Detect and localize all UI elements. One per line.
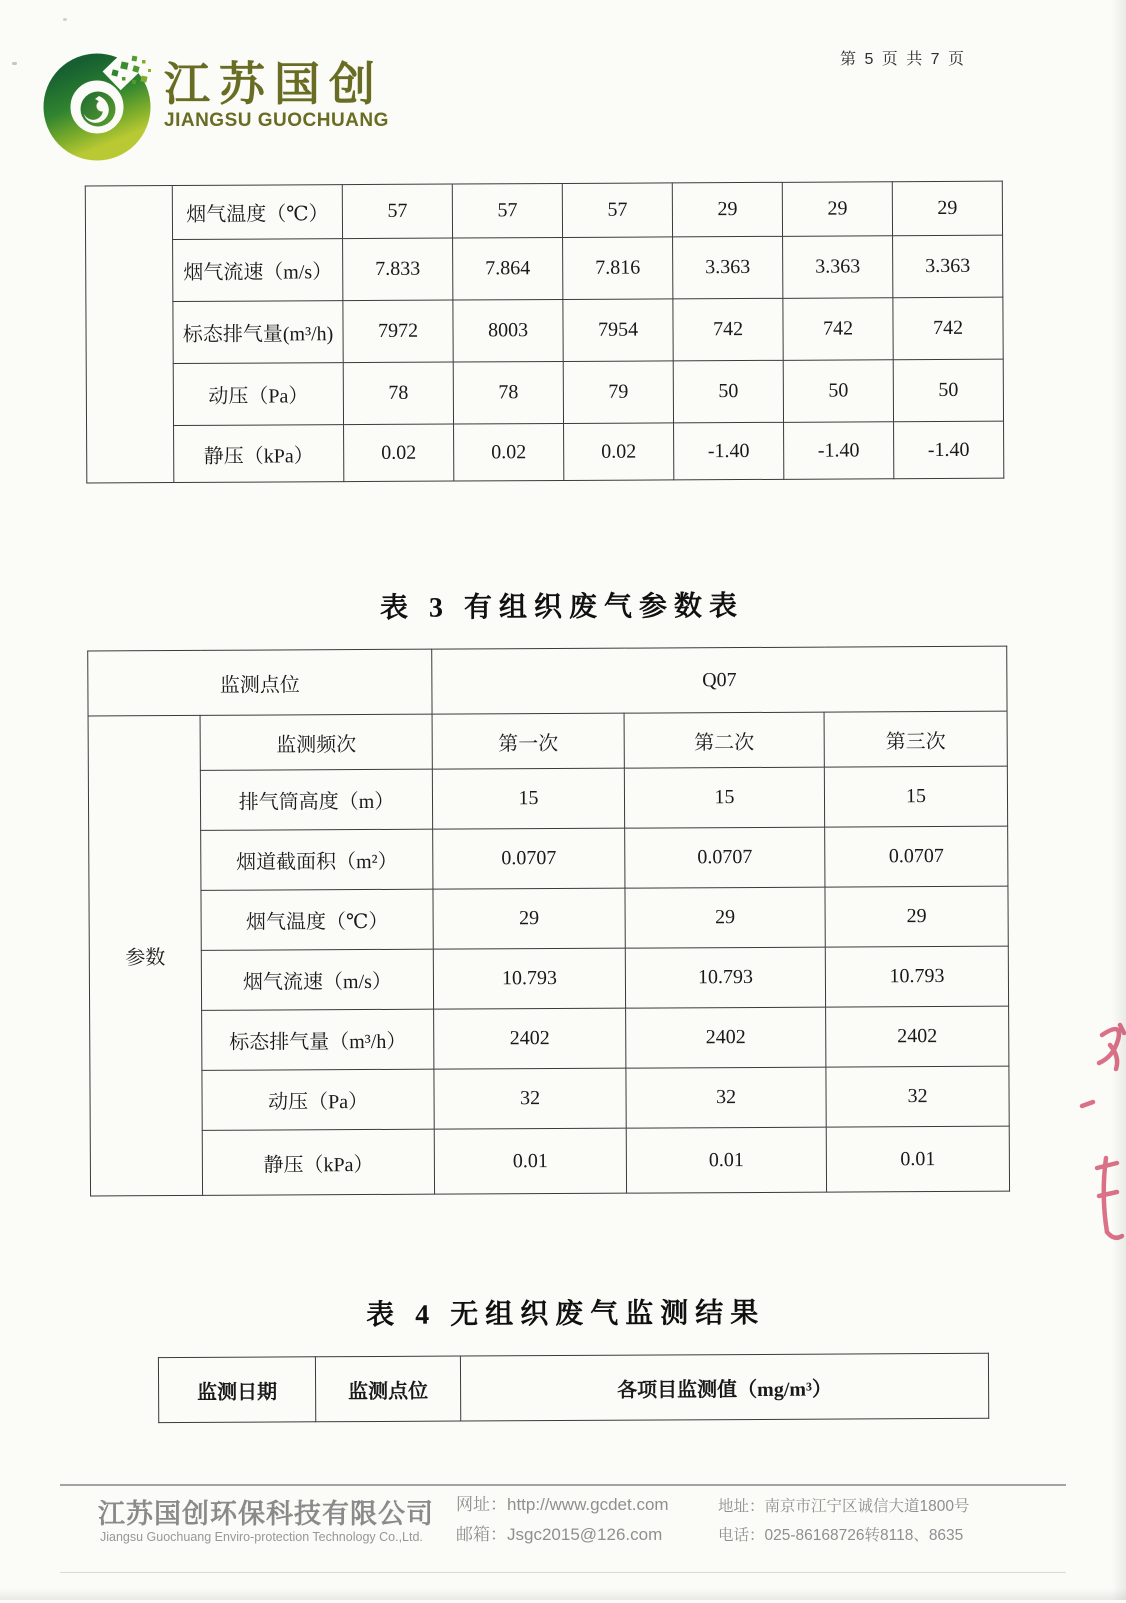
table-cell: 7.833 (343, 238, 453, 301)
scan-edge-shadow-right (1112, 0, 1126, 1600)
footer-company-name-en: Jiangsu Guochuang Enviro-protection Technology Co.,Ltd. (100, 1530, 423, 1544)
row-label: 烟气温度（℃） (172, 185, 342, 240)
row-label: 标态排气量(m³/h) (173, 301, 343, 364)
table-row (89, 886, 1008, 951)
row-label: 烟气温度（℃） (201, 889, 433, 950)
column-header: 各项目监测值（mg/m³） (460, 1353, 988, 1421)
table-cell: 15 (824, 766, 1007, 827)
table-cell: 0.0707 (825, 826, 1008, 887)
table-cell: 3.363 (893, 235, 1003, 298)
table-cell: 79 (563, 361, 673, 424)
row-label: 动压（Pa） (202, 1069, 434, 1130)
table-cell: 7.816 (563, 237, 673, 300)
table-cell: 3.363 (673, 236, 783, 299)
table-cell: 78 (453, 361, 563, 424)
freq-header-cell: 第三次 (824, 711, 1007, 767)
footer-website: 网址：http://www.gcdet.com (456, 1495, 669, 1514)
table3-title: 表 3 有组织废气参数表 (379, 591, 745, 624)
row-label: 排气筒高度（m） (200, 769, 432, 830)
table-cell: 29 (892, 181, 1002, 236)
table-row (88, 711, 1007, 771)
scan-edge-shadow-bottom (0, 1588, 1126, 1600)
page-footer (0, 1486, 1126, 1572)
row-label: 烟气流速（m/s） (173, 239, 343, 302)
footer-contact-web (456, 1490, 669, 1550)
table-cell: 29 (433, 888, 625, 949)
table-cell: 2402 (434, 1008, 626, 1069)
table-cell: 3.363 (783, 236, 893, 299)
table-cell: 15 (432, 768, 624, 829)
table-cell: 0.0707 (625, 827, 825, 888)
table-cell: 50 (673, 360, 783, 423)
freq-header-cell: 第二次 (624, 712, 824, 768)
footer-phone: 电话：025-86168726转8118、8635 (718, 1527, 964, 1544)
site-value-cell: Q07 (432, 646, 1007, 714)
table-cell: 29 (672, 182, 782, 237)
table-row (88, 646, 1007, 716)
company-name-cn: 江苏国创 (164, 58, 384, 110)
row-label: 标态排气量（m³/h） (202, 1009, 434, 1070)
row-label: 动压（Pa） (173, 363, 343, 426)
table-cell: 29 (825, 886, 1008, 947)
param-group-cell: 参数 (88, 715, 203, 1196)
table-cell: 742 (893, 297, 1003, 360)
table-cell: 0.01 (626, 1127, 826, 1193)
table-cell: 32 (826, 1066, 1009, 1127)
footer-bottom-divider (60, 1572, 1066, 1573)
table-cell: 29 (782, 182, 892, 237)
stack-params-table-continued (85, 181, 1005, 484)
table-row (88, 766, 1007, 831)
table-cell: 57 (452, 183, 562, 238)
fugitive-emission-results-table (158, 1353, 989, 1423)
row-label: 静压（kPa） (174, 425, 344, 483)
column-header: 监测点位 (315, 1356, 460, 1422)
table-row (90, 1006, 1009, 1071)
table-cell: 742 (673, 298, 783, 361)
table-cell: 10.793 (625, 947, 825, 1008)
row-label: 静压（kPa） (202, 1129, 434, 1195)
table4-title: 表 4 无组织废气监测结果 (366, 1297, 766, 1332)
table-cell: 7972 (343, 300, 453, 363)
table-row (89, 946, 1008, 1011)
table-cell: -1.40 (674, 422, 784, 480)
table-cell: 57 (562, 183, 672, 238)
table-cell: -1.40 (894, 421, 1004, 479)
table-cell: 0.0707 (433, 828, 625, 889)
table-cell: 78 (343, 362, 453, 425)
table-cell: 29 (625, 887, 825, 948)
page-number: 第 5 页 共 7 页 (840, 51, 967, 68)
company-name-en: JIANGSU GUOCHUANG (164, 110, 389, 132)
table-cell: 7954 (563, 299, 673, 362)
footer-company-name-cn: 江苏国创环保科技有限公司 (98, 1499, 434, 1529)
table-cell: 10.793 (433, 948, 625, 1009)
table-row (86, 235, 1003, 302)
organized-exhaust-params-table (87, 646, 1010, 1197)
table-cell: 0.02 (454, 423, 564, 481)
table-cell: 50 (783, 360, 893, 423)
site-label-cell: 监测点位 (88, 649, 432, 716)
table-cell: 742 (783, 298, 893, 361)
scan-speck (12, 62, 17, 65)
table-row (87, 421, 1004, 483)
freq-label-cell: 监测频次 (200, 714, 432, 770)
scan-speck (63, 18, 67, 21)
table-cell: 2402 (826, 1006, 1009, 1067)
empty-spanner-cell (85, 186, 174, 483)
freq-header-cell: 第一次 (432, 713, 624, 769)
column-header: 监测日期 (158, 1357, 315, 1423)
table-row (89, 826, 1008, 891)
table-row (90, 1126, 1009, 1196)
footer-contact-address (718, 1492, 969, 1550)
table-cell: 10.793 (825, 946, 1008, 1007)
table-cell: 0.02 (344, 424, 454, 482)
table-cell: 50 (893, 359, 1003, 422)
table-cell: 2402 (626, 1007, 826, 1068)
table-cell: 0.01 (434, 1128, 626, 1194)
table-cell: 15 (624, 767, 824, 828)
table-cell: 0.01 (826, 1126, 1009, 1192)
table-cell: -1.40 (784, 422, 894, 480)
table-header-row (158, 1353, 988, 1422)
table-cell: 8003 (453, 299, 563, 362)
table-cell: 7.864 (453, 237, 563, 300)
table-row (86, 297, 1003, 364)
table-row (86, 359, 1003, 426)
footer-address: 地址：南京市江宁区诚信大道1800号 (718, 1498, 970, 1515)
table-cell: 57 (342, 184, 452, 239)
row-label: 烟气流速（m/s） (201, 949, 433, 1010)
table-row (85, 181, 1002, 240)
table-cell: 0.02 (564, 423, 674, 481)
table-cell: 32 (434, 1068, 626, 1129)
row-label: 烟道截面积（m²） (201, 829, 433, 890)
footer-email: 邮箱：Jsgc2015@126.com (456, 1525, 663, 1544)
table-cell: 32 (626, 1067, 826, 1128)
table-row (90, 1066, 1009, 1131)
